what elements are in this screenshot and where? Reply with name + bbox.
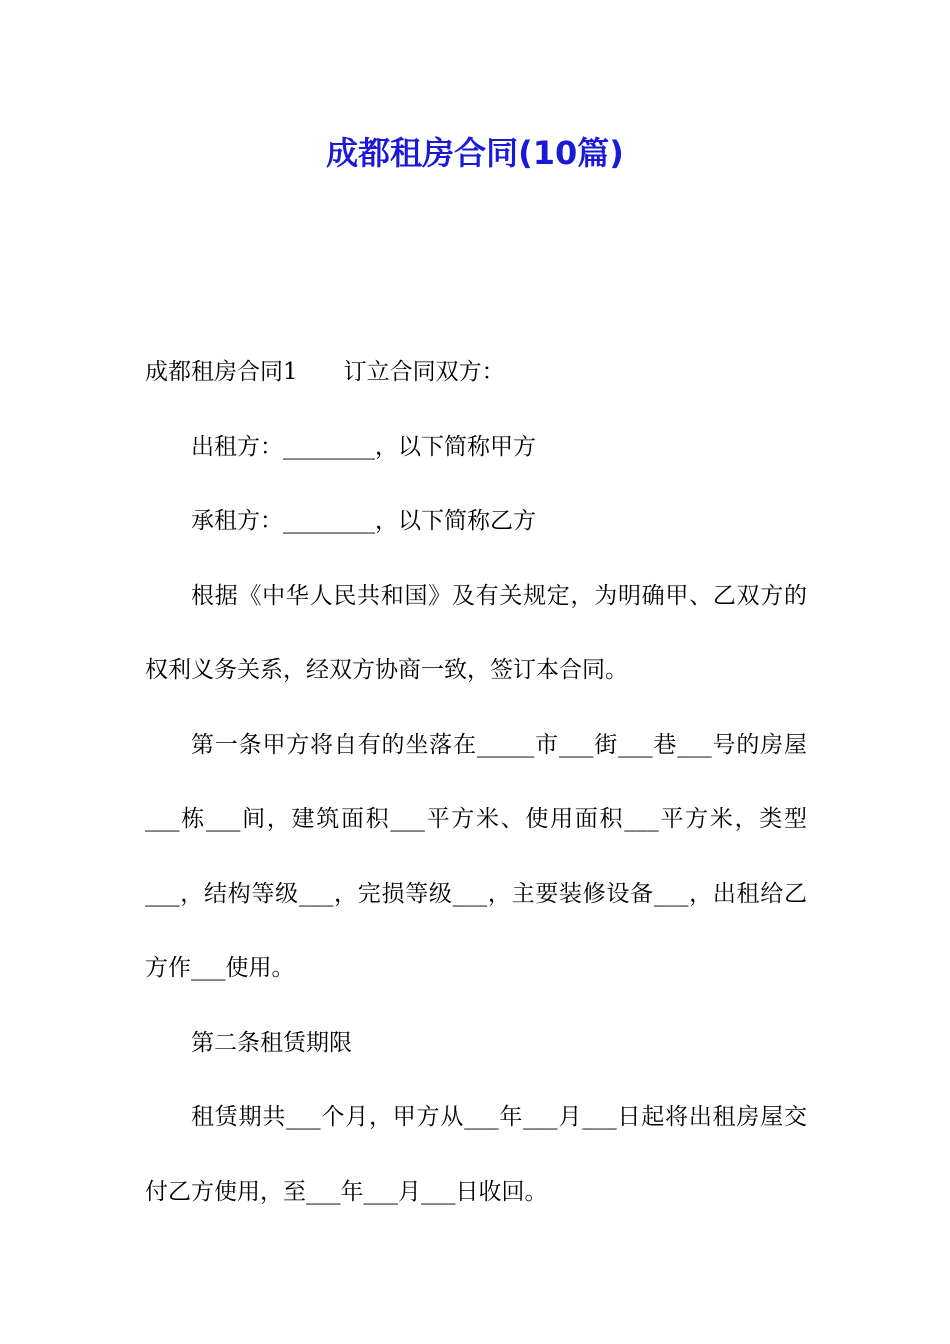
- paragraph-lease-term: 租赁期共___个月，甲方从___年___月___日起将出租房屋交付乙方使用，至___年___月___日收回。: [145, 1104, 807, 1205]
- document-title: 成都租房合同(10篇): [326, 134, 624, 172]
- document-body: [145, 335, 807, 1229]
- contract-parties-heading: 订立合同双方：: [343, 359, 505, 385]
- paragraph-article-1: 第一条甲方将自有的坐落在_____市___街___巷___号的房屋___栋___间，建筑面积___平方米、使用面积___平方米，类型___，结构等级___，完损等级___，主要装修设备___，出租给乙方作___使用。: [145, 731, 807, 981]
- paragraph-article-2-heading: 第二条租赁期限: [191, 1029, 352, 1056]
- paragraph-basis: 根据《中华人民共和国》及有关规定，为明确甲、乙双方的权利义务关系，经双方协商一致，签订本合同。: [145, 582, 807, 683]
- paragraph-lessor: 出租方：________，以下简称甲方: [191, 433, 536, 460]
- contract-number-label: 成都租房合同1: [145, 359, 298, 385]
- contract-heading-line: [145, 335, 807, 410]
- paragraph-lessee: 承租方：________，以下简称乙方: [191, 508, 536, 534]
